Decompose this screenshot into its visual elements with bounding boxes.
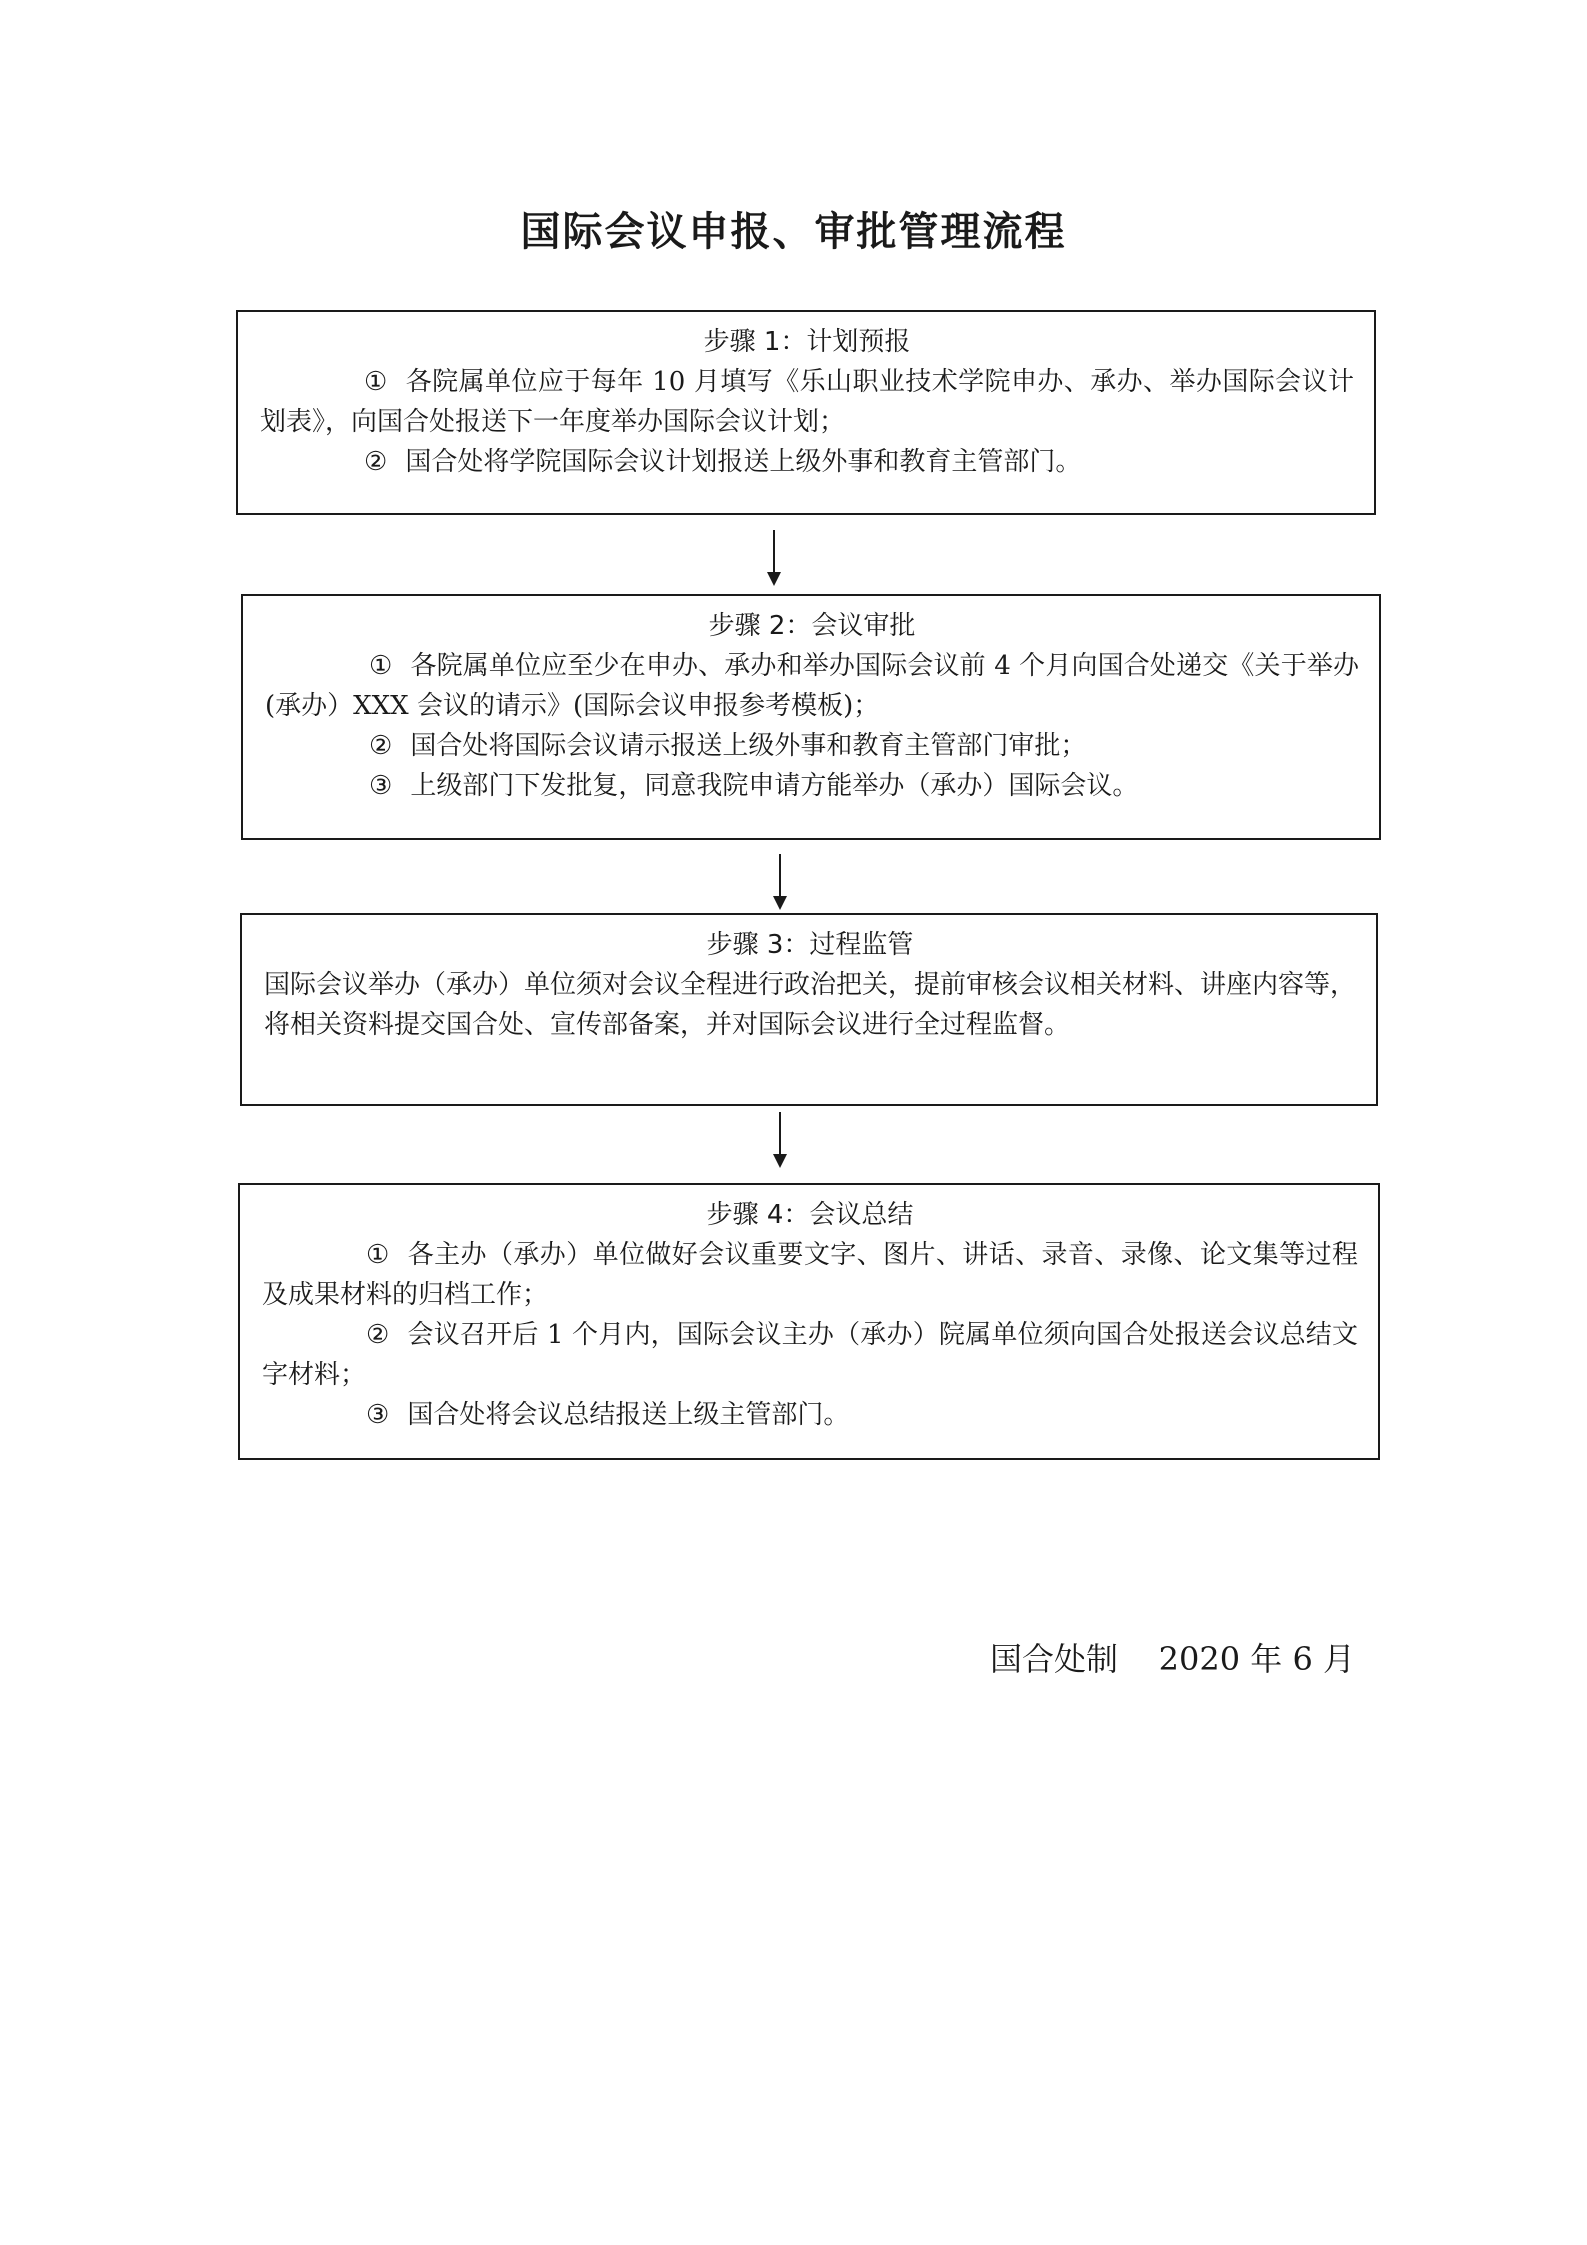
- step-2-item-3: [265, 766, 1359, 806]
- footer-date: 2020 年 6 月: [1158, 1640, 1355, 1678]
- page-title: 国际会议申报、审批管理流程: [520, 208, 1067, 255]
- step-2-item-2-marker: ②: [369, 731, 393, 761]
- step-4-item-1: [262, 1235, 1358, 1315]
- step-2-item-2: [265, 726, 1359, 766]
- footer: [990, 1634, 1355, 1680]
- step-4-item-3: [262, 1395, 1358, 1435]
- step-1-item-1-text: 各院属单位应于每年 10 月填写《乐山职业技术学院申办、承办、举办国际会议计划表》，向国合处报送下一年度举办国际会议计划；: [260, 367, 1354, 437]
- step-2-heading: 步骤 2：会议审批: [708, 611, 916, 641]
- step-4-item-2: [262, 1315, 1358, 1395]
- step-2-item-3-text: 上级部门下发批复，同意我院申请方能举办（承办）国际会议。: [410, 771, 1139, 801]
- arrow-step-2-to-3: [770, 854, 790, 910]
- step-2-item-2-text: 国合处将国际会议请示报送上级外事和教育主管部门审批；: [410, 731, 1087, 761]
- step-1-item-1: [260, 362, 1354, 442]
- step-3-heading: 步骤 3：过程监管: [706, 930, 914, 960]
- step-2-box: [241, 594, 1381, 840]
- footer-issuer: 国合处制: [989, 1640, 1118, 1678]
- step-4-item-2-marker: ②: [366, 1320, 390, 1350]
- step-2-item-3-marker: ③: [369, 771, 393, 801]
- step-3-box: [240, 913, 1378, 1106]
- step-4-item-1-text: 各主办（承办）单位做好会议重要文字、图片、讲话、录音、录像、论文集等过程及成果材料的归档工作；: [262, 1240, 1358, 1310]
- step-4-item-3-marker: ③: [366, 1400, 390, 1430]
- step-4-heading: 步骤 4：会议总结: [706, 1200, 914, 1230]
- step-4-item-3-text: 国合处将会议总结报送上级主管部门。: [407, 1400, 850, 1430]
- step-2-item-1: [265, 646, 1359, 726]
- step-2-item-1-text: 各院属单位应至少在申办、承办和举办国际会议前 4 个月向国合处递交《关于举办(承办）XXX 会议的请示》(国际会议申报参考模板)；: [265, 651, 1359, 721]
- step-1-item-2: [260, 442, 1354, 482]
- step-3-paragraph: 国际会议举办（承办）单位须对会议全程进行政治把关，提前审核会议相关材料、讲座内容等，将相关资料提交国合处、宣传部备案，并对国际会议进行全过程监督。: [264, 970, 1357, 1040]
- step-1-item-1-marker: ①: [364, 367, 388, 397]
- step-1-item-2-marker: ②: [364, 447, 388, 477]
- arrow-step-1-to-2: [764, 530, 784, 586]
- step-1-heading: 步骤 1：计划预报: [703, 327, 911, 357]
- step-2-item-1-marker: ①: [369, 651, 393, 681]
- arrow-step-3-to-4: [770, 1112, 790, 1168]
- step-4-box: [238, 1183, 1380, 1460]
- step-4-item-2-text: 会议召开后 1 个月内，国际会议主办（承办）院属单位须向国合处报送会议总结文字材料；: [262, 1320, 1358, 1390]
- step-1-box: [236, 310, 1376, 515]
- step-4-item-1-marker: ①: [366, 1240, 390, 1270]
- step-1-item-2-text: 国合处将学院国际会议计划报送上级外事和教育主管部门。: [405, 447, 1082, 477]
